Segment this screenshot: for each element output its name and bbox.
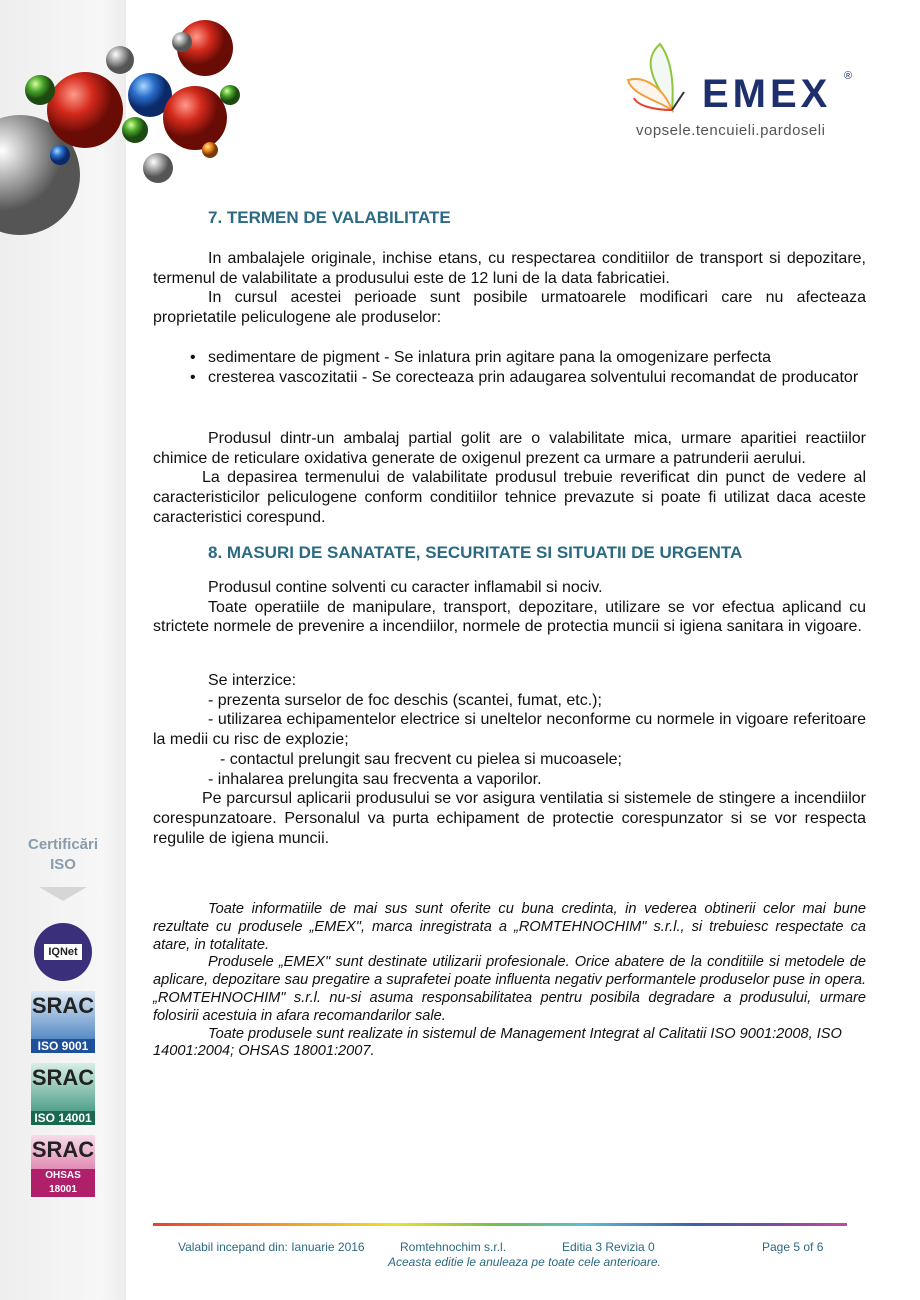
paragraph: In cursul acestei perioade sunt posibile urmatoarele modificari care nu afecteaza proprietatile peliculogene ale produselor:: [153, 289, 866, 327]
cert-subtitle: ISO: [50, 856, 76, 873]
butterfly-icon: [622, 40, 702, 120]
forbidden-heading: Se interzice:: [208, 672, 297, 689]
list-item: - utilizarea echipamentelor electrice si uneltelor neconforme cu normele in vigoare referitoare la medii cu risc de explozie;: [153, 711, 866, 749]
footer-valid-from: Valabil incepand din: Ianuarie 2016: [178, 1240, 365, 1254]
srac-ohsas-18001-badge: SRAC OHSAS 18001: [31, 1137, 95, 1195]
registered-mark: ®: [844, 70, 853, 82]
footer-company: Romtehnochim s.r.l.: [400, 1240, 507, 1254]
list-item: - inhalarea prelungita sau frecventa a vaporilor.: [208, 770, 542, 788]
footer-edition: Editia 3 Revizia 0: [562, 1240, 655, 1254]
footer-page-number: Page 5 of 6: [762, 1240, 824, 1254]
arrow-down-icon: [39, 887, 87, 901]
bullet-icon: •: [190, 349, 196, 366]
disclaimer-paragraph: Toate informatiile de mai sus sunt oferite cu buna credinta, in vederea obtinerii celor mai bune rezultate cu produsele „EMEX", marca inregistrata a „ROMTEHNOCHIM" s.r.l., si trebuiesc respectate ca atare, in totalitate.: [153, 901, 866, 953]
srac-iso-14001-badge: SRAC ISO 14001: [31, 1065, 95, 1125]
emex-logo: [622, 40, 862, 140]
srac-iso-9001-badge: SRAC ISO 9001: [31, 993, 95, 1053]
disclaimer-paragraph: Toate produsele sunt realizate in sistemul de Management Integrat al Calitatii ISO 9001:2008, ISO 14001:2004; OHSAS 18001:2007.: [153, 1025, 842, 1060]
cert-title: Certificări: [27, 836, 99, 853]
iso-certifications: [0, 835, 126, 1197]
decorative-spheres-graphic: [0, 0, 260, 240]
iqnet-badge: IQNet: [34, 923, 92, 981]
paragraph: Pe parcursul aplicarii produsului se vor asigura ventilatia si sistemele de stingere a incendiilor corespunzatoare. Personalul va purta echipament de protectie corespunzator si se vor respecta regulile de igiena muncii.: [153, 790, 866, 847]
list-item: - prezenta surselor de foc deschis (scantei, fumat, etc.);: [208, 691, 602, 709]
disclaimer-paragraph: Produsele „EMEX" sunt destinate utilizarii profesionale. Orice abatere de la conditiile si metodele de aplicare, depozitare sau pregatire a suprafetei poate influenta negativ performantele produselor puse in opera. „ROMTEHNOCHIM" s.r.l. nu-si asuma responsabilitatea pentru posibila degradare a produsului, urmare folosirii acestuia in afara recomandarilor sale.: [153, 954, 866, 1024]
list-item: • sedimentare de pigment - Se inlatura prin agitare pana la omogenizare perfecta: [190, 349, 771, 366]
bullet-icon: •: [190, 369, 196, 386]
list-item: - contactul prelungit sau frecvent cu pielea si mucoasele;: [220, 750, 622, 768]
paragraph: Toate operatiile de manipulare, transport, depozitare, utilizare se vor efectua aplicand cu strictete normele de prevenire a incendiilor, normele de protectia muncii si igiena sanitara in vigoare.: [153, 598, 866, 636]
bullet-list: [153, 348, 866, 368]
paragraph: In ambalajele originale, inchise etans, cu respectarea conditiilor de transport si depozitare, termenul de valabilitate a produsului este de 12 luni de la data fabricatiei.: [153, 250, 866, 287]
section-8-heading: 8. MASURI DE SANATATE, SECURITATE SI SITUATII DE URGENTA: [208, 543, 743, 562]
footer-divider: [153, 1223, 847, 1226]
paragraph: Produsul contine solventi cu caracter inflamabil si nociv.: [208, 579, 603, 596]
list-item: • cresterea vascozitatii - Se corecteaza prin adaugarea solventului recomandat de producator: [190, 369, 859, 386]
logo-brand: EMEX: [702, 72, 832, 116]
paragraph: Produsul dintr-un ambalaj partial golit are o valabilitate mica, urmare aparitiei reactiilor chimice de reticulare oxidativa generate de oxigenul prezent ca urmare a patrunderii aerului.: [153, 430, 866, 467]
footer-note: Aceasta editie le anuleaza pe toate cele anterioare.: [388, 1255, 661, 1269]
logo-tagline: vopsele.tencuieli.pardoseli: [636, 122, 826, 139]
disclaimer: [153, 901, 866, 1061]
paragraph: La depasirea termenului de valabilitate produsul trebuie reverificat din punct de vedere al caracteristicilor peliculogene conform conditiilor tehnice prevazute si poate fi utilizat daca aceste caracteristici corespund.: [153, 469, 866, 526]
section-7-heading: 7. TERMEN DE VALABILITATE: [208, 208, 451, 227]
